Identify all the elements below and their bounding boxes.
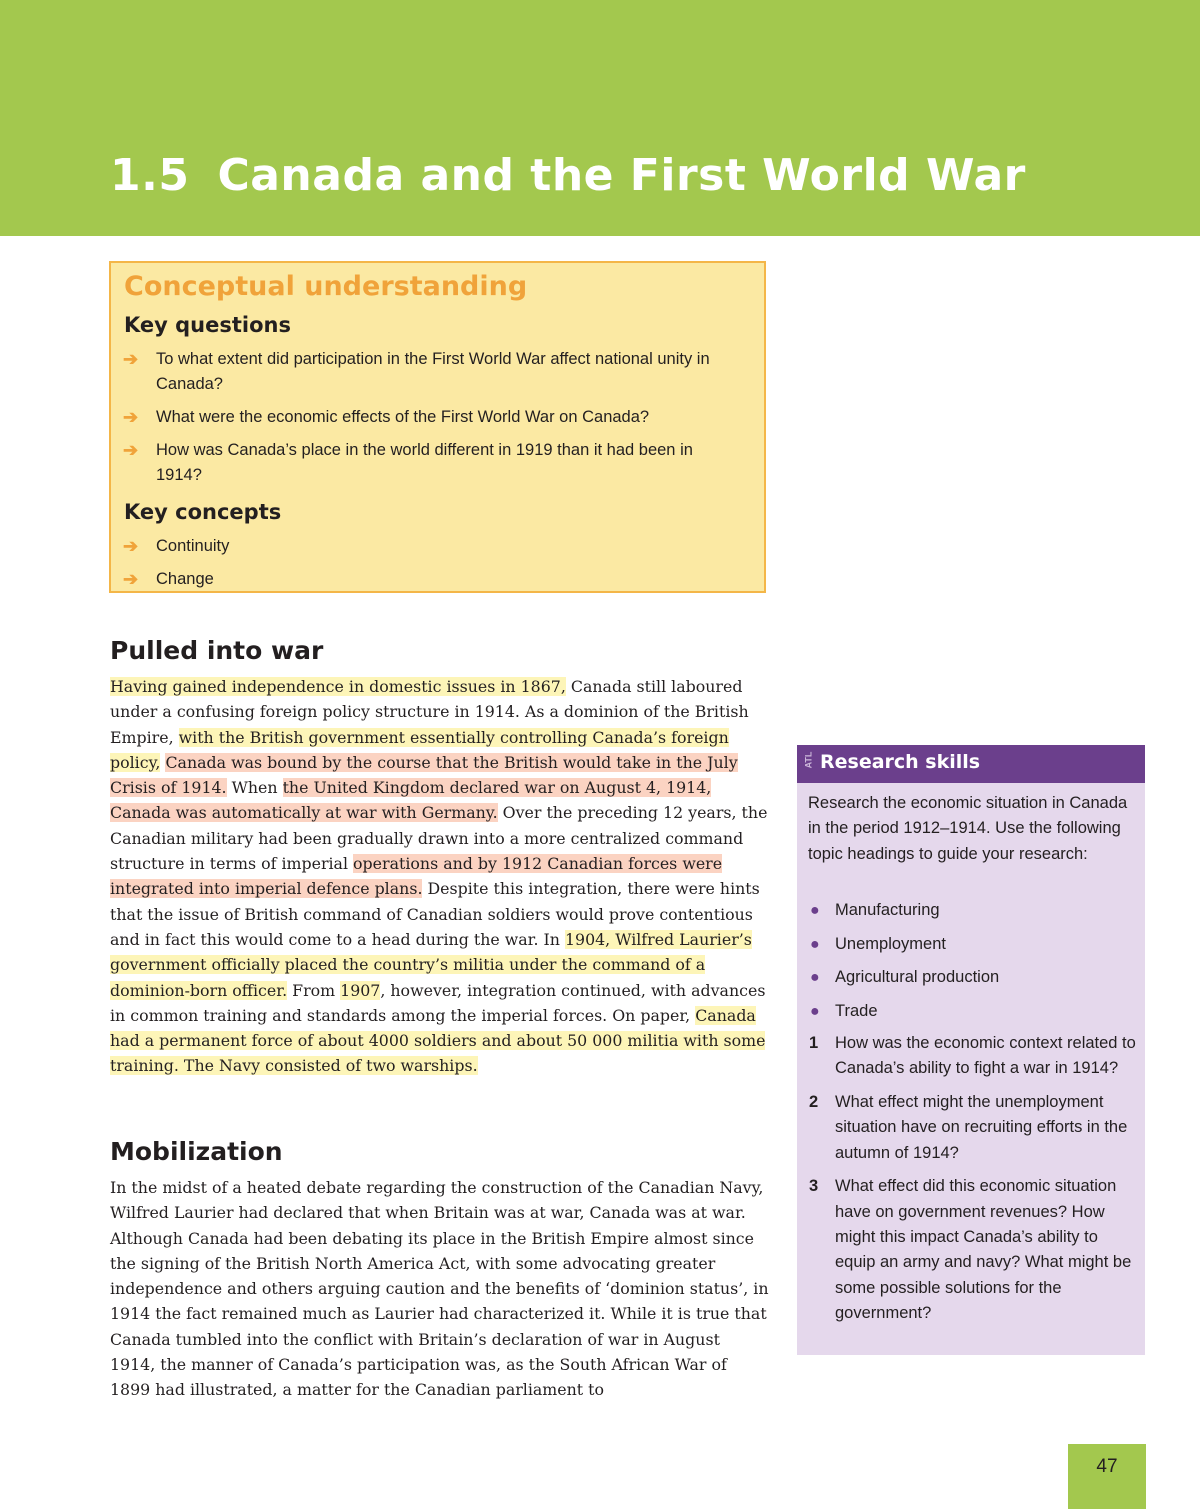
chapter-title — [110, 150, 1026, 201]
highlighted-text: operations and by 1912 Canadian forces were integrated into imperial defence plans. — [110, 854, 723, 899]
list-item: 1 How was the economic context related to Canada’s ability to fight a war in 1914? — [809, 1034, 1136, 1078]
key-concepts-list — [123, 534, 743, 600]
arrow-right-icon: ➔ — [123, 569, 139, 589]
research-skills-box — [797, 745, 1145, 1355]
chapter-number: 1.5 — [110, 150, 190, 201]
highlighted-text: 1907 — [340, 980, 381, 1000]
highlighted-text: with the British government essentially controlling Canada’s foreign policy, — [110, 727, 729, 772]
highlighted-text: the United Kingdom declared war on August 4, 1914, Canada was automatically at war with Germany. — [110, 778, 712, 823]
list-item: ● Agricultural production — [808, 965, 999, 990]
text-segment: When — [226, 778, 283, 798]
arrow-right-icon: ➔ — [123, 349, 139, 369]
page-number-tab — [1068, 1444, 1146, 1509]
text-segment: Over the preceding 12 years, the Canadian military had been gradually drawn into a more centralized command structure in terms of imperial — [110, 803, 768, 874]
text-segment: Canada still laboured under a confusing foreign policy structure in 1914. As a dominion of the British Empire, — [110, 677, 749, 747]
list-item: ➔ To what extent did participation in the First World War affect national unity in Canada? — [123, 349, 710, 393]
list-item: ➔ Continuity — [123, 534, 743, 559]
conceptual-understanding-box — [109, 261, 766, 593]
arrow-right-icon: ➔ — [123, 440, 139, 460]
research-intro: Research the economic situation in Canada in the period 1912–1914. Use the following topic headings to guide your research: — [808, 794, 1128, 863]
list-item: ● Unemployment — [808, 932, 999, 957]
arrow-right-icon: ➔ — [123, 407, 139, 427]
bullet-icon: ● — [810, 969, 820, 986]
text-segment: Despite this integration, there were hints that the issue of British command of Canadian soldiers would prove contentious and in fact this would come to a head during the war. In — [110, 879, 760, 949]
page-number: 47 — [1096, 1456, 1118, 1477]
bullet-icon: ● — [810, 902, 820, 919]
list-item: 3 What effect did this economic situation have on government revenues? How might this impact Canada’s ability to equip an army and navy? What might be some possible solutions for the government? — [809, 1177, 1132, 1322]
highlighted-text: Canada had a permanent force of about 4000 soldiers and about 50 000 militia with some training. The Navy consisted of two warships. — [110, 1005, 766, 1076]
list-item: ➔ What were the economic effects of the First World War on Canada? — [123, 405, 743, 430]
highlighted-text: Having gained independence in domestic issues in 1867, — [110, 677, 566, 696]
text-segment: , however, integration continued, with advances in common training and standards among the imperial forces. On paper, — [110, 980, 766, 1025]
key-questions-list — [123, 347, 743, 496]
list-item: ➔ How was Canada’s place in the world different in 1919 than it had been in 1914? — [123, 440, 693, 484]
section-heading-mobilization: Mobilization — [110, 1137, 283, 1166]
chapter-title-text: Canada and the First World War — [217, 150, 1026, 201]
key-questions-heading: Key questions — [124, 313, 291, 337]
list-item: ● Manufacturing — [808, 898, 999, 923]
bullet-icon: ● — [810, 935, 820, 953]
key-concepts-heading: Key concepts — [124, 500, 282, 524]
research-questions-list — [808, 1031, 1138, 1335]
chapter-banner — [0, 0, 1200, 236]
concept-box-title: Conceptual understanding — [124, 271, 528, 302]
section-heading-pulled-into-war: Pulled into war — [110, 636, 324, 665]
mobilization-paragraph: In the midst of a heated debate regarding the construction of the Canadian Navy, Wilfred Laurier had declared that when Britain was at war, Canada was at war. Although Canada had been debating its place in the British Empire almost since the signing of the British North America Act, with some advocating greater independence and others arguing caution and the benefits of ‘dominion status’, in 1914 the fact remained much as Laurier had characterized it. While it is true that Canada tumbled into the conflict with Britain’s declaration of war in August 1914, the manner of Canada’s participation was, as the South African War of 1899 had illustrated, a matter for the Canadian parliament to — [110, 1178, 769, 1400]
research-title: Research skills — [820, 751, 981, 773]
atl-tag: ATL — [803, 751, 814, 769]
highlighted-text: 1904, Wilfred Laurier’s government officially placed the country’s militia under the command of a dominion-born officer. — [110, 929, 752, 1000]
pulled-into-war-paragraph — [110, 674, 770, 1079]
research-topics-list — [808, 898, 999, 1032]
list-item: 2 What effect might the unemployment situation have on recruiting efforts in the autumn of 1914? — [809, 1093, 1128, 1162]
highlighted-text: Canada was bound by the course that the British would take in the July Crisis of 1914. — [110, 752, 738, 798]
bullet-icon: ● — [810, 1002, 820, 1020]
list-item: ➔ Change — [123, 567, 743, 592]
arrow-right-icon: ➔ — [123, 536, 139, 556]
list-item: ● Trade — [808, 999, 999, 1024]
research-header — [797, 745, 1145, 783]
text-segment: From — [287, 980, 341, 1000]
